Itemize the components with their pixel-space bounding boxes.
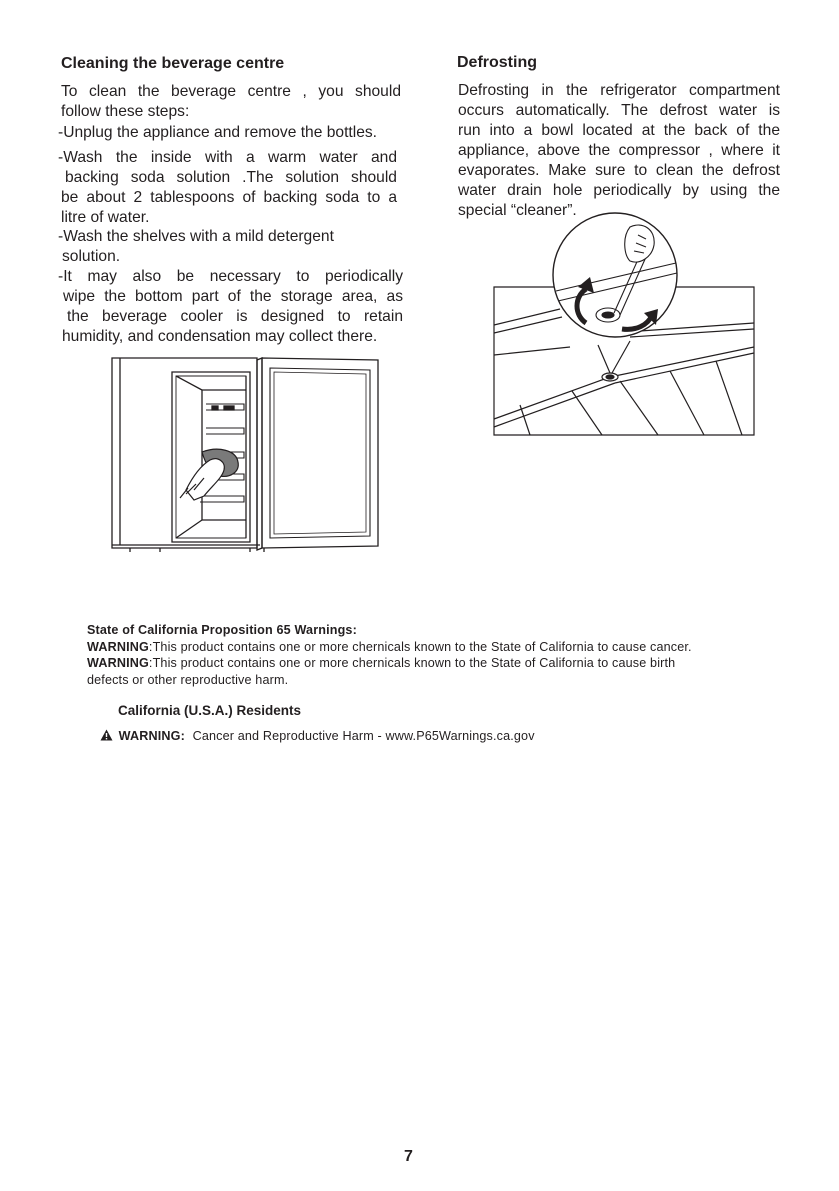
step-wash-shelves xyxy=(58,227,334,267)
cleaning-heading: Cleaning the beverage centre xyxy=(61,55,285,72)
step3-line-1: -Wash the shelves with a mild detergent xyxy=(58,228,334,245)
warning-text-1: :This product contains one or more chernicals known to the State of California to cause cancer. xyxy=(148,639,692,654)
beverage-cooler-illustration xyxy=(100,350,390,560)
step2-line-2: backing soda solution .The solution should xyxy=(65,169,397,186)
step2-line-3: be about 2 tablespoons of backing soda to a xyxy=(61,189,397,206)
defrost-drain-illustration xyxy=(490,205,760,440)
prop65-block xyxy=(87,622,692,688)
step2-line-1: -Wash the inside with a warm water and xyxy=(58,149,397,166)
step-unplug: -Unplug the appliance and remove the bottles. xyxy=(58,124,378,141)
warning-cancer xyxy=(87,639,692,656)
defrost-line-2: occurs automatically. The defrost water is xyxy=(458,102,780,119)
defrost-line-3: run into a bowl located at the back of the xyxy=(458,122,780,139)
page-number: 7 xyxy=(404,1148,413,1165)
prop65-heading: State of California Proposition 65 Warnings: xyxy=(87,623,357,637)
step2-line-4: litre of water. xyxy=(61,209,150,226)
step4-line-1: -It may also be necessary to periodically xyxy=(58,268,403,285)
defrosting-heading: Defrosting xyxy=(457,54,537,71)
step3-line-2: solution. xyxy=(62,248,121,265)
warning-birth-defects xyxy=(87,655,692,672)
intro-line-2: follow these steps: xyxy=(61,103,190,120)
defrost-line-5: evaporates. Make sure to clean the defrost xyxy=(458,162,780,179)
intro-line-1: To clean the beverage centre , you should xyxy=(61,83,401,100)
p65-warning-label: WARNING: xyxy=(118,729,185,743)
p65-warning-text: Cancer and Reproductive Harm - www.P65Warnings.ca.gov xyxy=(192,729,535,743)
defrost-line-6: water drain hole periodically by using the xyxy=(458,182,780,199)
step4-line-2: wipe the bottom part of the storage area, as xyxy=(63,288,403,305)
defrosting-text xyxy=(458,81,780,221)
step4-line-4: humidity, and condensation may collect there. xyxy=(62,328,378,345)
step-wipe-bottom xyxy=(58,267,403,347)
warning-text-2: :This product contains one or more chernicals known to the State of California to cause birth xyxy=(148,656,676,670)
defrost-line-7: special “cleaner”. xyxy=(458,202,577,219)
warning-triangle-icon xyxy=(100,729,113,741)
warning-text-2-cont: defects or other reproductive harm. xyxy=(87,672,289,687)
defrost-line-4: appliance, above the compressor , where it xyxy=(458,142,780,159)
warning-label-1: WARNING xyxy=(87,639,149,654)
step4-line-3: the beverage cooler is designed to retain xyxy=(67,308,403,325)
step-wash-inside xyxy=(58,148,397,228)
p65-warning-line xyxy=(100,729,535,743)
defrost-line-1: Defrosting in the refrigerator compartment xyxy=(458,82,780,99)
residents-heading: California (U.S.A.) Residents xyxy=(118,703,302,718)
cleaning-intro xyxy=(61,82,401,122)
warning-label-2: WARNING xyxy=(87,656,149,670)
